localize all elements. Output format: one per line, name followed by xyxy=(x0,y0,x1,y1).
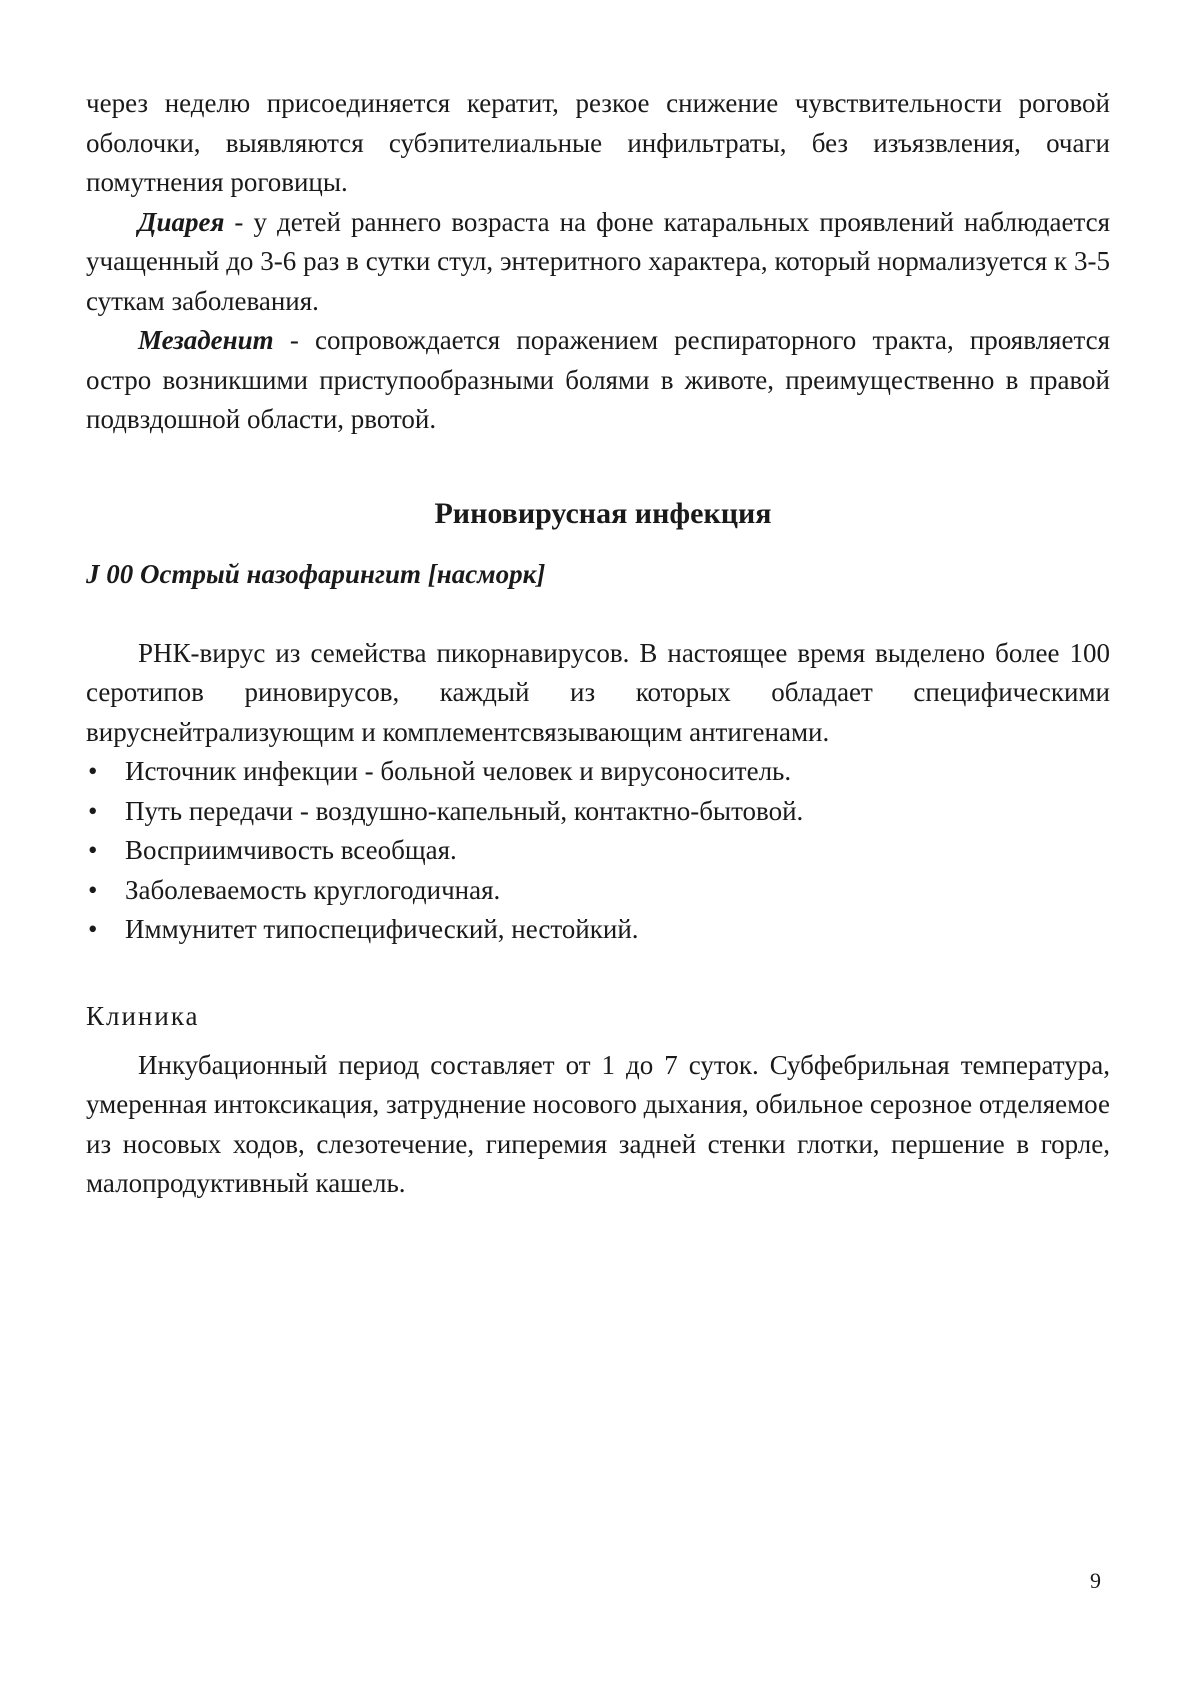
list-item xyxy=(86,871,1110,911)
paragraph-keratitis: через неделю присоединяется кератит, резкое снижение чувствительности роговой оболочки, выявляются субэпителиальные инфильтраты, без изъязвления, очаги помутнения роговицы. xyxy=(86,88,1110,197)
clinic-label: Клиника xyxy=(86,1000,200,1031)
paragraph-clinic: Инкубационный период составляет от 1 до 7 суток. Субфебрильная температура, умеренная интоксикация, затруднение носового дыхания, обильное серозное отделяемое из носовых ходов, слезотечение, гиперемия задней стенки глотки, першение в горле, малопродуктивный кашель. xyxy=(86,1049,1110,1198)
text-diarrhea: - у детей раннего возраста на фоне катаральных проявлений наблюдается учащенный до 3-6 раз в сутки стул, энтеритного характера, который нормализуется к 3-5 суткам заболевания. xyxy=(86,206,1110,316)
paragraph-diarrhea xyxy=(86,203,1110,322)
list-item-text: Заболеваемость круглогодичная. xyxy=(125,874,501,905)
section-title: Риновирусная инфекция xyxy=(434,496,772,530)
bullet-icon: • xyxy=(88,914,98,944)
bullet-icon: • xyxy=(88,795,98,826)
list-item xyxy=(86,831,1110,871)
list-item-text: Восприимчивость всеобщая. xyxy=(125,835,457,865)
icd-code-heading: J 00 Острый назофарингит [насморк] xyxy=(86,558,546,589)
text-mesadenitis: - сопровождается поражением респираторного тракта, проявляется остро возникшими приступообразными болями в животе, преимущественно в правой подвздошной области, рвотой. xyxy=(86,325,1110,434)
paragraph-mesadenitis xyxy=(86,321,1110,440)
bullet-icon: • xyxy=(88,835,98,865)
list-item-text: Путь передачи - воздушно-капельный, контактно-бытовой. xyxy=(125,795,804,826)
list-item xyxy=(86,752,1110,792)
paragraph-virus: РНК-вирус из семейства пикорнавирусов. В настоящее время выделено более 100 серотипов риновирусов, каждый из которых обладает специфическими вируснейтрализующим и комплементсвязывающим антигенами. xyxy=(86,637,1110,747)
document-page xyxy=(86,84,1110,1204)
bullet-icon: • xyxy=(88,874,98,905)
list-item xyxy=(86,910,1110,950)
bullet-list xyxy=(86,752,1110,950)
bullet-icon: • xyxy=(88,756,98,786)
list-item-text: Источник инфекции - больной человек и вирусоноситель. xyxy=(125,756,792,786)
list-item-text: Иммунитет типоспецифический, нестойкий. xyxy=(125,914,639,944)
term-diarrhea: Диарея xyxy=(138,206,225,237)
term-mesadenitis: Мезаденит xyxy=(138,325,274,355)
page-number: 9 xyxy=(1090,1568,1101,1593)
list-item xyxy=(86,792,1110,832)
